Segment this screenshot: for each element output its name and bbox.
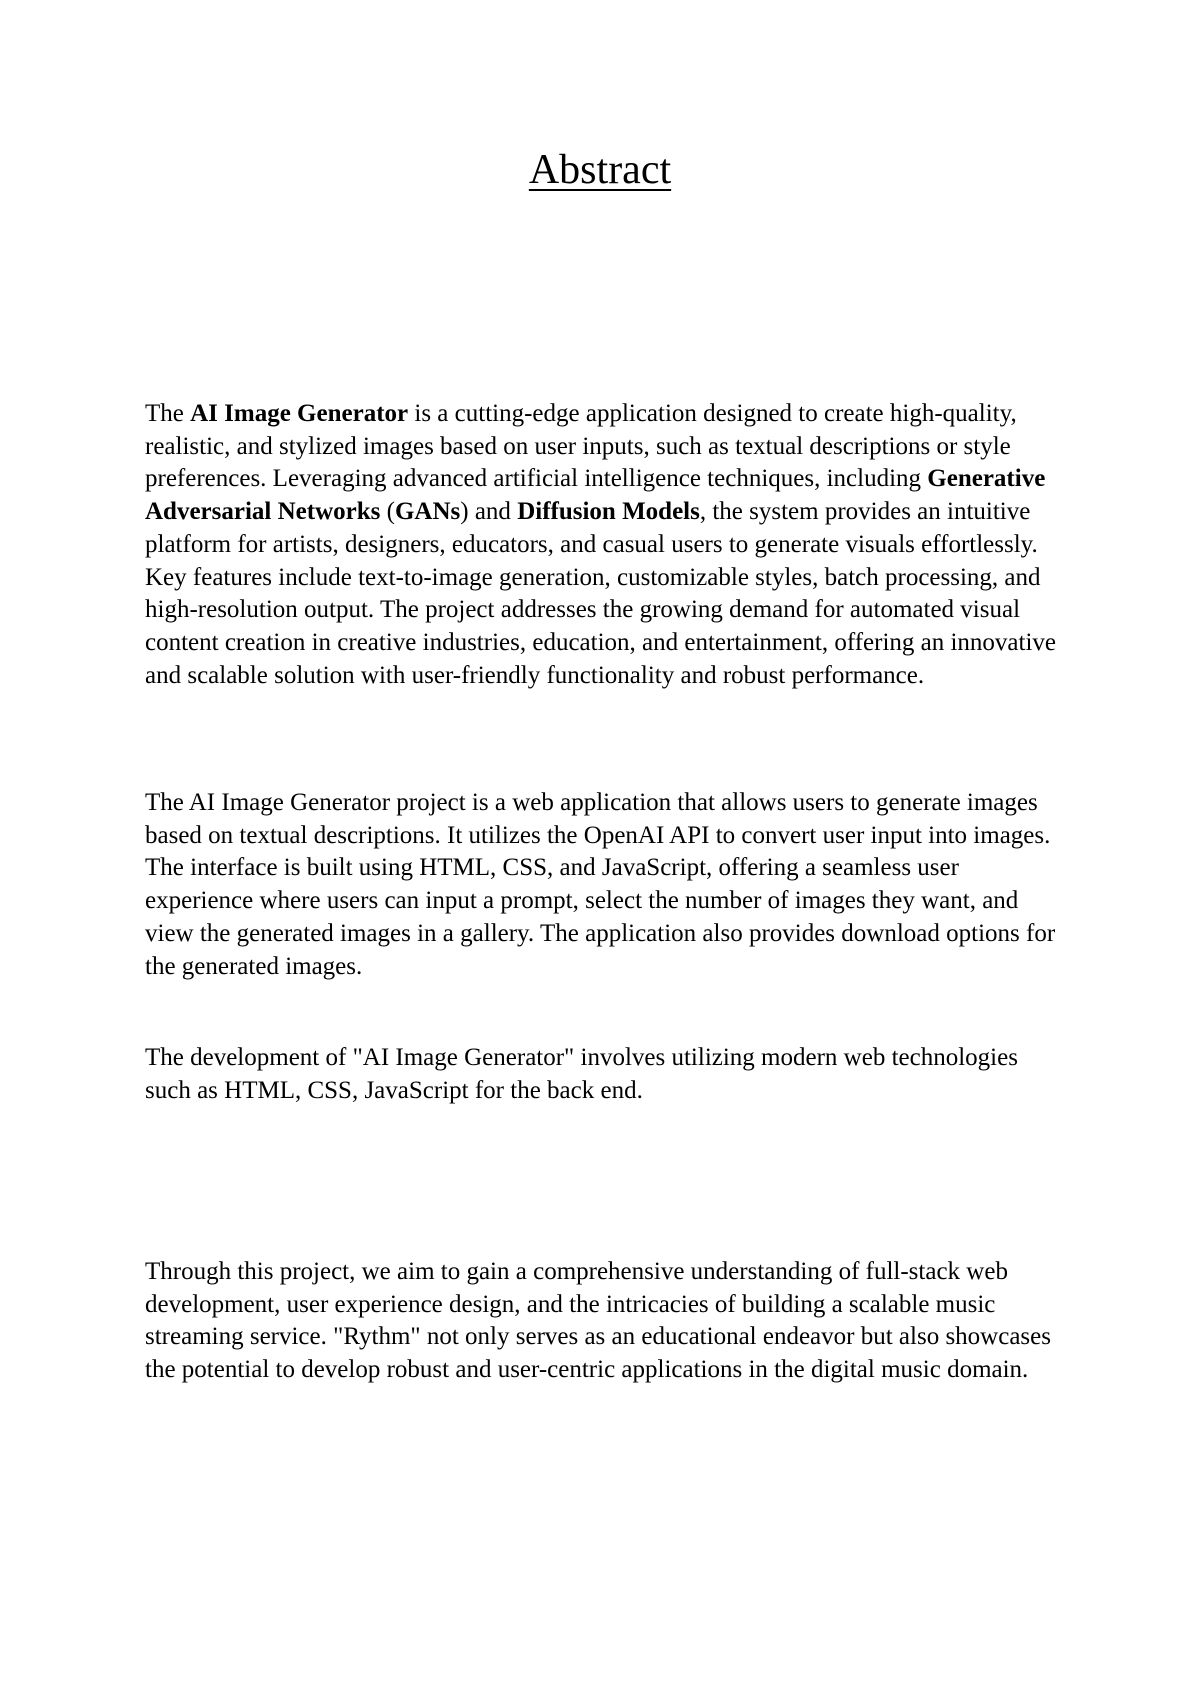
p1-bold-diffusion-models: Diffusion Models xyxy=(517,498,700,526)
p1-text-5: , the system provides an intuitive platform for artists, designers, educators, and casual users to generate visuals effortlessly. Key features include text-to-image generation, customizable styles, batch processing, and high-resolution output. The project addresses the growing demand for automated visual content creation in creative industries, education, and entertainment, offering an innovative and scalable solution with user-friendly functionality and robust performance. xyxy=(145,498,1057,689)
p1-bold-gan: Generative Adversarial Networks xyxy=(145,465,1046,526)
p1-bold-ai-image-generator: AI Image Generator xyxy=(190,400,409,427)
page-title: Abstract xyxy=(528,147,672,193)
p1-text-3: ( xyxy=(380,498,395,526)
abstract-paragraph-4: Through this project, we aim to gain a comprehensive understanding of full-stack web development, user experience design, and the intricacies of building a scalable music streaming service. "Rythm" not only serves as an educational endeavor but also showcases the potential to develop robust and user-centric applications in the digital music domain. xyxy=(145,1258,1051,1384)
abstract-paragraph-1 xyxy=(145,398,1065,692)
p1-text-2: is a cutting-edge application designed to create high-quality, realistic, and stylized images based on user inputs, such as textual descriptions or style preferences. Leveraging advanced artificial intelligence techniques, including xyxy=(145,400,1017,493)
p1-text-4: ) and xyxy=(460,498,518,526)
p1-text-1: The xyxy=(145,400,191,427)
abstract-paragraph-3: The development of "AI Image Generator" involves utilizing modern web technologies such as HTML, CSS, JavaScript for the back end. xyxy=(145,1044,1018,1104)
abstract-paragraph-2: The AI Image Generator project is a web application that allows users to generate images based on textual descriptions. It utilizes the OpenAI API to convert user input into images. The interface is built using HTML, CSS, and JavaScript, offering a seamless user experience where users can input a prompt, select the number of images they want, and view the generated images in a gallery. The application also provides download options for the generated images. xyxy=(145,789,1056,980)
p1-bold-gans: GANs xyxy=(394,498,461,526)
